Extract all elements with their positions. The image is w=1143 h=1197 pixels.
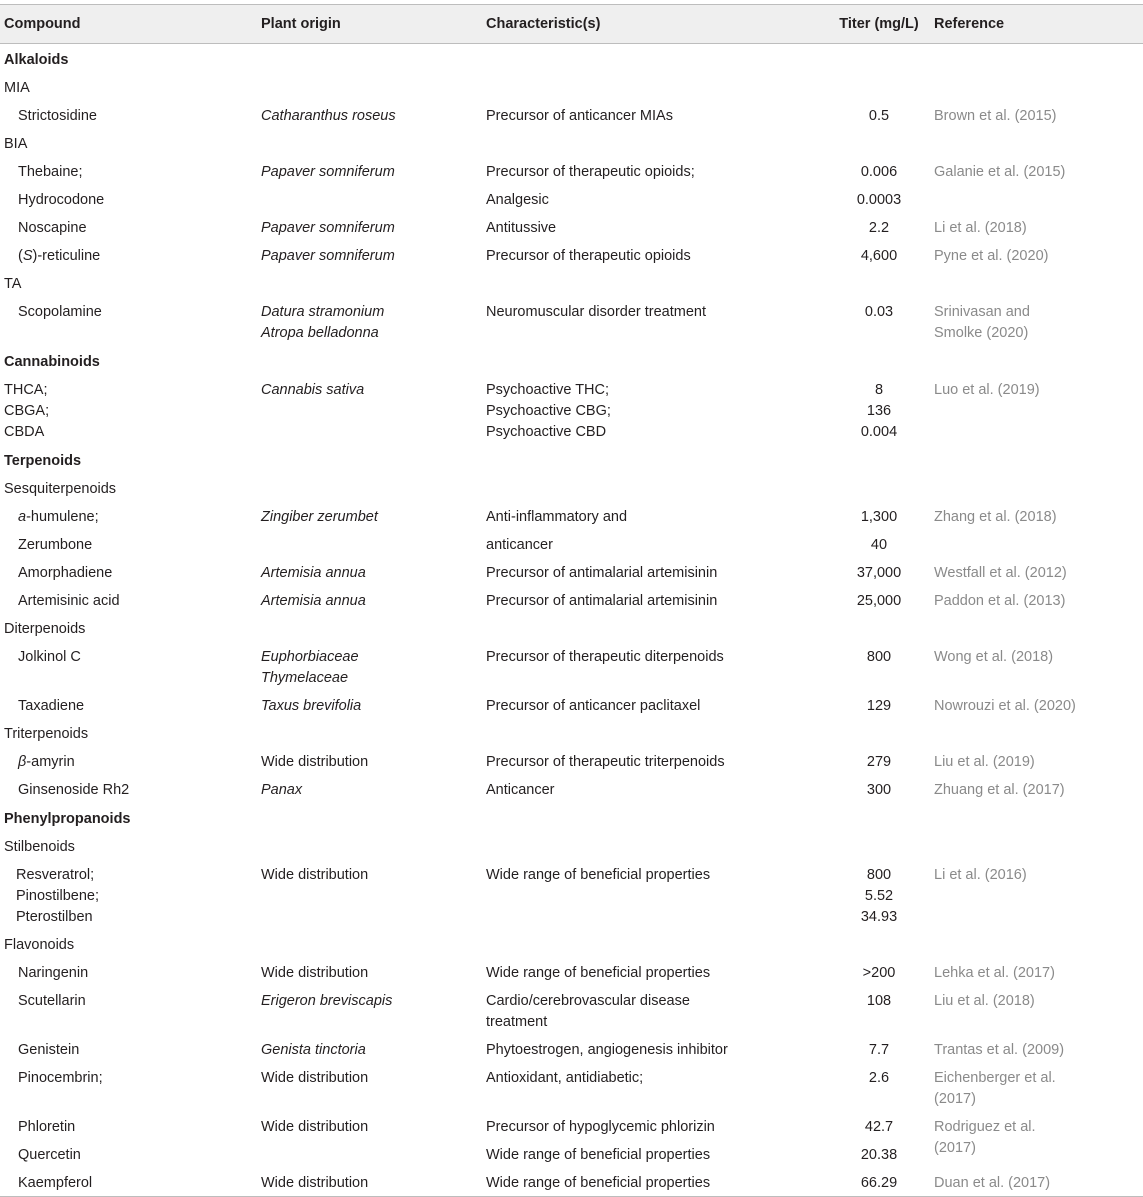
- titer-cell: 129: [866, 698, 892, 714]
- titer-cell: >200: [862, 965, 896, 981]
- origin-cell: Panax: [261, 782, 303, 798]
- origin-cell: Papaver somniferum: [261, 248, 395, 264]
- reference-cell: Trantas et al. (2009): [934, 1042, 1065, 1058]
- table-row: [0, 1063, 1143, 1112]
- table-row: [0, 101, 1143, 129]
- compound-line: THCA;: [4, 382, 48, 398]
- compound-cell: Naringenin: [18, 965, 89, 981]
- compound-cell: Quercetin: [18, 1147, 81, 1163]
- origin-cell: Zingiber zerumbet: [261, 509, 378, 525]
- compound-cell: Thebaine;: [18, 164, 83, 180]
- origin-cell: [257, 642, 482, 691]
- reference-cell: Galanie et al. (2015): [934, 164, 1066, 180]
- titer-line: 136: [866, 403, 892, 419]
- origin-cell: Artemisia annua: [261, 593, 366, 609]
- table-row: [0, 558, 1143, 586]
- characteristic-cell: Neuromuscular disorder treatment: [486, 304, 707, 320]
- reference-cell: Duan et al. (2017): [934, 1175, 1051, 1191]
- reference-line: Smolke (2020): [934, 325, 1029, 341]
- subcategory-row: [0, 930, 1143, 958]
- compound-cell: Jolkinol C: [18, 649, 81, 665]
- origin-cell: Wide distribution: [261, 1175, 369, 1191]
- reference-cell: Li et al. (2018): [934, 220, 1027, 236]
- titer-cell: 4,600: [860, 248, 898, 264]
- table-row: [0, 157, 1143, 185]
- origin-line: Atropa belladonna: [261, 325, 379, 341]
- category-phenylpropanoids: Phenylpropanoids: [4, 811, 131, 827]
- compound-cell: Scopolamine: [18, 304, 102, 320]
- titer-cell: 0.5: [868, 108, 890, 124]
- titer-cell: 2.2: [868, 220, 890, 236]
- header-titer: Titer (mg/L): [839, 16, 919, 32]
- titer-cell: 2.6: [868, 1070, 890, 1086]
- category-alkaloids: Alkaloids: [4, 52, 69, 68]
- subcategory-row: [0, 73, 1143, 101]
- origin-line: Datura stramonium: [261, 304, 385, 320]
- category-row: [0, 803, 1143, 832]
- origin-line: Euphorbiaceae: [261, 649, 359, 665]
- characteristic-cell: Precursor of antimalarial artemisinin: [486, 565, 718, 581]
- table-row: [0, 185, 1143, 213]
- compound-stereo: S: [22, 248, 33, 264]
- compound-cell: Taxadiene: [18, 698, 85, 714]
- table-row: [0, 642, 1143, 691]
- origin-cell: Wide distribution: [261, 1070, 369, 1086]
- category-row: [0, 44, 1143, 74]
- compound-cell: [0, 375, 257, 445]
- subcategory-sesquiterpenoids: Sesquiterpenoids: [4, 481, 117, 497]
- titer-line: 34.93: [860, 909, 898, 925]
- titer-cell: 0.0003: [856, 192, 902, 208]
- compound-line: Resveratrol;: [16, 867, 95, 883]
- category-row: [0, 346, 1143, 375]
- reference-line: (2017): [934, 1140, 976, 1156]
- table-row: [0, 958, 1143, 986]
- titer-cell: 7.7: [868, 1042, 890, 1058]
- header-characteristics: Characteristic(s): [486, 16, 601, 32]
- table-row: [0, 586, 1143, 614]
- reference-cell: Lehka et al. (2017): [934, 965, 1055, 981]
- origin-cell: Wide distribution: [261, 867, 369, 883]
- compound-rest: -humulene;: [26, 509, 99, 525]
- titer-cell: 40: [870, 537, 888, 553]
- titer-cell: 25,000: [856, 593, 902, 609]
- characteristic-cell: [482, 375, 804, 445]
- reference-cell: [930, 1112, 1143, 1168]
- origin-cell: Catharanthus roseus: [261, 108, 396, 124]
- compound-cell: Artemisinic acid: [18, 593, 120, 609]
- compound-greek: a: [18, 509, 27, 525]
- compound-cell: Ginsenoside Rh2: [18, 782, 130, 798]
- reference-cell: Wong et al. (2018): [934, 649, 1054, 665]
- compound-cell: Amorphadiene: [18, 565, 113, 581]
- titer-line: 8: [874, 382, 884, 398]
- reference-cell: Zhang et al. (2018): [934, 509, 1057, 525]
- origin-cell: Wide distribution: [261, 1119, 369, 1135]
- header-reference: Reference: [934, 16, 1005, 32]
- titer-cell: 42.7: [864, 1119, 894, 1135]
- characteristic-line: Cardio/cerebrovascular disease: [486, 993, 690, 1009]
- table-row: [0, 530, 1143, 558]
- reference-cell: Nowrouzi et al. (2020): [934, 698, 1076, 714]
- reference-cell: [930, 530, 1143, 558]
- reference-line: (2017): [934, 1091, 976, 1107]
- compound-cell: Kaempferol: [18, 1175, 93, 1191]
- compound-cell: Genistein: [18, 1042, 80, 1058]
- compound-line: CBGA;: [4, 403, 50, 419]
- characteristic-line: treatment: [486, 1014, 548, 1030]
- reference-line: Eichenberger et al.: [934, 1070, 1056, 1086]
- titer-cell: 66.29: [860, 1175, 898, 1191]
- compound-cell: Pinocembrin;: [18, 1070, 103, 1086]
- category-terpenoids: Terpenoids: [4, 453, 82, 469]
- table-row: [0, 691, 1143, 719]
- characteristic-cell: Precursor of therapeutic opioids;: [486, 164, 695, 180]
- table-row: [0, 297, 1143, 346]
- characteristic-cell: Anticancer: [486, 782, 555, 798]
- reference-cell: Li et al. (2016): [934, 867, 1027, 883]
- compound-cell: Noscapine: [18, 220, 87, 236]
- titer-cell: 37,000: [856, 565, 902, 581]
- origin-cell: [257, 185, 482, 213]
- titer-cell: 279: [866, 754, 892, 770]
- compound-rest: )-reticuline: [32, 248, 101, 264]
- origin-cell: Cannabis sativa: [261, 382, 365, 398]
- table-row: [0, 775, 1143, 803]
- origin-cell: Erigeron breviscapis: [261, 993, 393, 1009]
- reference-cell: Brown et al. (2015): [934, 108, 1057, 124]
- table-row: [0, 1168, 1143, 1197]
- compound-cell: Hydrocodone: [18, 192, 105, 208]
- subcategory-triterpenoids: Triterpenoids: [4, 726, 89, 742]
- origin-cell: Genista tinctoria: [261, 1042, 366, 1058]
- table-header: [0, 5, 1143, 44]
- subcategory-diterpenoids: Diterpenoids: [4, 621, 86, 637]
- compound-cell: Zerumbone: [18, 537, 93, 553]
- compound-cell: Scutellarin: [18, 993, 86, 1009]
- characteristic-cell: Antitussive: [486, 220, 557, 236]
- origin-cell: Wide distribution: [261, 754, 369, 770]
- characteristic-cell: [482, 986, 804, 1035]
- header-plant-origin: Plant origin: [261, 16, 341, 32]
- origin-cell: Artemisia annua: [261, 565, 366, 581]
- characteristic-line: Psychoactive CBG;: [486, 403, 611, 419]
- table-row: [0, 241, 1143, 269]
- characteristic-cell: Precursor of hypoglycemic phlorizin: [486, 1119, 715, 1135]
- reference-cell: Luo et al. (2019): [934, 382, 1040, 398]
- characteristic-cell: Wide range of beneficial properties: [486, 965, 711, 981]
- subcategory-row: [0, 719, 1143, 747]
- subcategory-row: [0, 129, 1143, 157]
- table-body: [0, 44, 1143, 1197]
- compound-line: CBDA: [4, 424, 45, 440]
- origin-cell: [257, 297, 482, 346]
- reference-cell: Liu et al. (2018): [934, 993, 1035, 1009]
- compound-prefix: (: [18, 248, 23, 264]
- characteristic-cell: Precursor of therapeutic triterpenoids: [486, 754, 725, 770]
- reference-cell: Westfall et al. (2012): [934, 565, 1067, 581]
- characteristic-cell: Precursor of anticancer MIAs: [486, 108, 673, 124]
- subcategory-bia: BIA: [4, 136, 28, 152]
- titer-line: 0.004: [860, 424, 898, 440]
- table-row: [0, 502, 1143, 530]
- table-row: [0, 1035, 1143, 1063]
- origin-cell: [257, 530, 482, 558]
- titer-cell: 300: [866, 782, 892, 798]
- characteristic-cell: Precursor of anticancer paclitaxel: [486, 698, 701, 714]
- reference-cell: Liu et al. (2019): [934, 754, 1035, 770]
- titer-cell: [804, 860, 930, 930]
- subcategory-row: [0, 474, 1143, 502]
- characteristic-cell: Anti-inflammatory and: [486, 509, 628, 525]
- subcategory-row: [0, 269, 1143, 297]
- characteristic-cell: anticancer: [486, 537, 553, 553]
- category-cannabinoids: Cannabinoids: [4, 354, 100, 370]
- compound-cell: [0, 747, 257, 775]
- characteristic-cell: Analgesic: [486, 192, 549, 208]
- compound-cell: [0, 241, 257, 269]
- subcategory-flavonoids: Flavonoids: [4, 937, 75, 953]
- characteristic-cell: Wide range of beneficial properties: [486, 867, 711, 883]
- characteristic-line: Psychoactive THC;: [486, 382, 610, 398]
- origin-cell: Papaver somniferum: [261, 220, 395, 236]
- compounds-table: [0, 4, 1143, 1197]
- characteristic-cell: Precursor of therapeutic diterpenoids: [486, 649, 724, 665]
- compound-line: Pinostilbene;: [16, 888, 100, 904]
- reference-line: Rodriguez et al.: [934, 1119, 1036, 1135]
- origin-cell: [257, 1140, 482, 1168]
- compound-greek: β: [18, 754, 27, 770]
- origin-cell: Papaver somniferum: [261, 164, 395, 180]
- subcategory-stilbenoids: Stilbenoids: [4, 839, 75, 855]
- table-row: [0, 213, 1143, 241]
- table-row: [0, 1112, 1143, 1140]
- origin-cell: Taxus brevifolia: [261, 698, 362, 714]
- titer-cell: 0.006: [860, 164, 898, 180]
- characteristic-cell: Phytoestrogen, angiogenesis inhibitor: [486, 1042, 728, 1058]
- compound-cell: [0, 860, 257, 930]
- titer-cell: 0.03: [864, 304, 894, 320]
- titer-line: 5.52: [864, 888, 894, 904]
- titer-cell: 108: [866, 993, 892, 1009]
- titer-cell: 20.38: [860, 1147, 898, 1163]
- category-row: [0, 445, 1143, 474]
- titer-cell: 800: [866, 649, 892, 665]
- subcategory-row: [0, 614, 1143, 642]
- table-row: [0, 375, 1143, 445]
- reference-cell: Paddon et al. (2013): [934, 593, 1066, 609]
- compound-line: Pterostilben: [16, 909, 93, 925]
- titer-cell: 1,300: [860, 509, 898, 525]
- characteristic-cell: Wide range of beneficial properties: [486, 1175, 711, 1191]
- origin-line: Thymelaceae: [261, 670, 349, 686]
- origin-cell: Wide distribution: [261, 965, 369, 981]
- reference-cell: Zhuang et al. (2017): [934, 782, 1065, 798]
- compound-cell: [0, 502, 257, 530]
- reference-cell: [930, 185, 1143, 213]
- characteristic-cell: Wide range of beneficial properties: [486, 1147, 711, 1163]
- reference-cell: [930, 297, 1143, 346]
- compound-cell: Phloretin: [18, 1119, 76, 1135]
- table-row: [0, 747, 1143, 775]
- table-row: [0, 860, 1143, 930]
- header-compound: Compound: [4, 16, 81, 32]
- characteristic-cell: Antioxidant, antidiabetic;: [486, 1070, 644, 1086]
- compound-rest: -amyrin: [26, 754, 75, 770]
- subcategory-ta: TA: [4, 276, 22, 292]
- characteristic-cell: Precursor of antimalarial artemisinin: [486, 593, 718, 609]
- reference-line: Srinivasan and: [934, 304, 1030, 320]
- titer-cell: [804, 375, 930, 445]
- characteristic-line: Psychoactive CBD: [486, 424, 607, 440]
- reference-cell: Pyne et al. (2020): [934, 248, 1049, 264]
- subcategory-row: [0, 832, 1143, 860]
- reference-cell: [930, 1063, 1143, 1112]
- characteristic-cell: Precursor of therapeutic opioids: [486, 248, 691, 264]
- compound-cell: Strictosidine: [18, 108, 97, 124]
- titer-line: 800: [866, 867, 892, 883]
- subcategory-mia: MIA: [4, 80, 30, 96]
- table-row: [0, 986, 1143, 1035]
